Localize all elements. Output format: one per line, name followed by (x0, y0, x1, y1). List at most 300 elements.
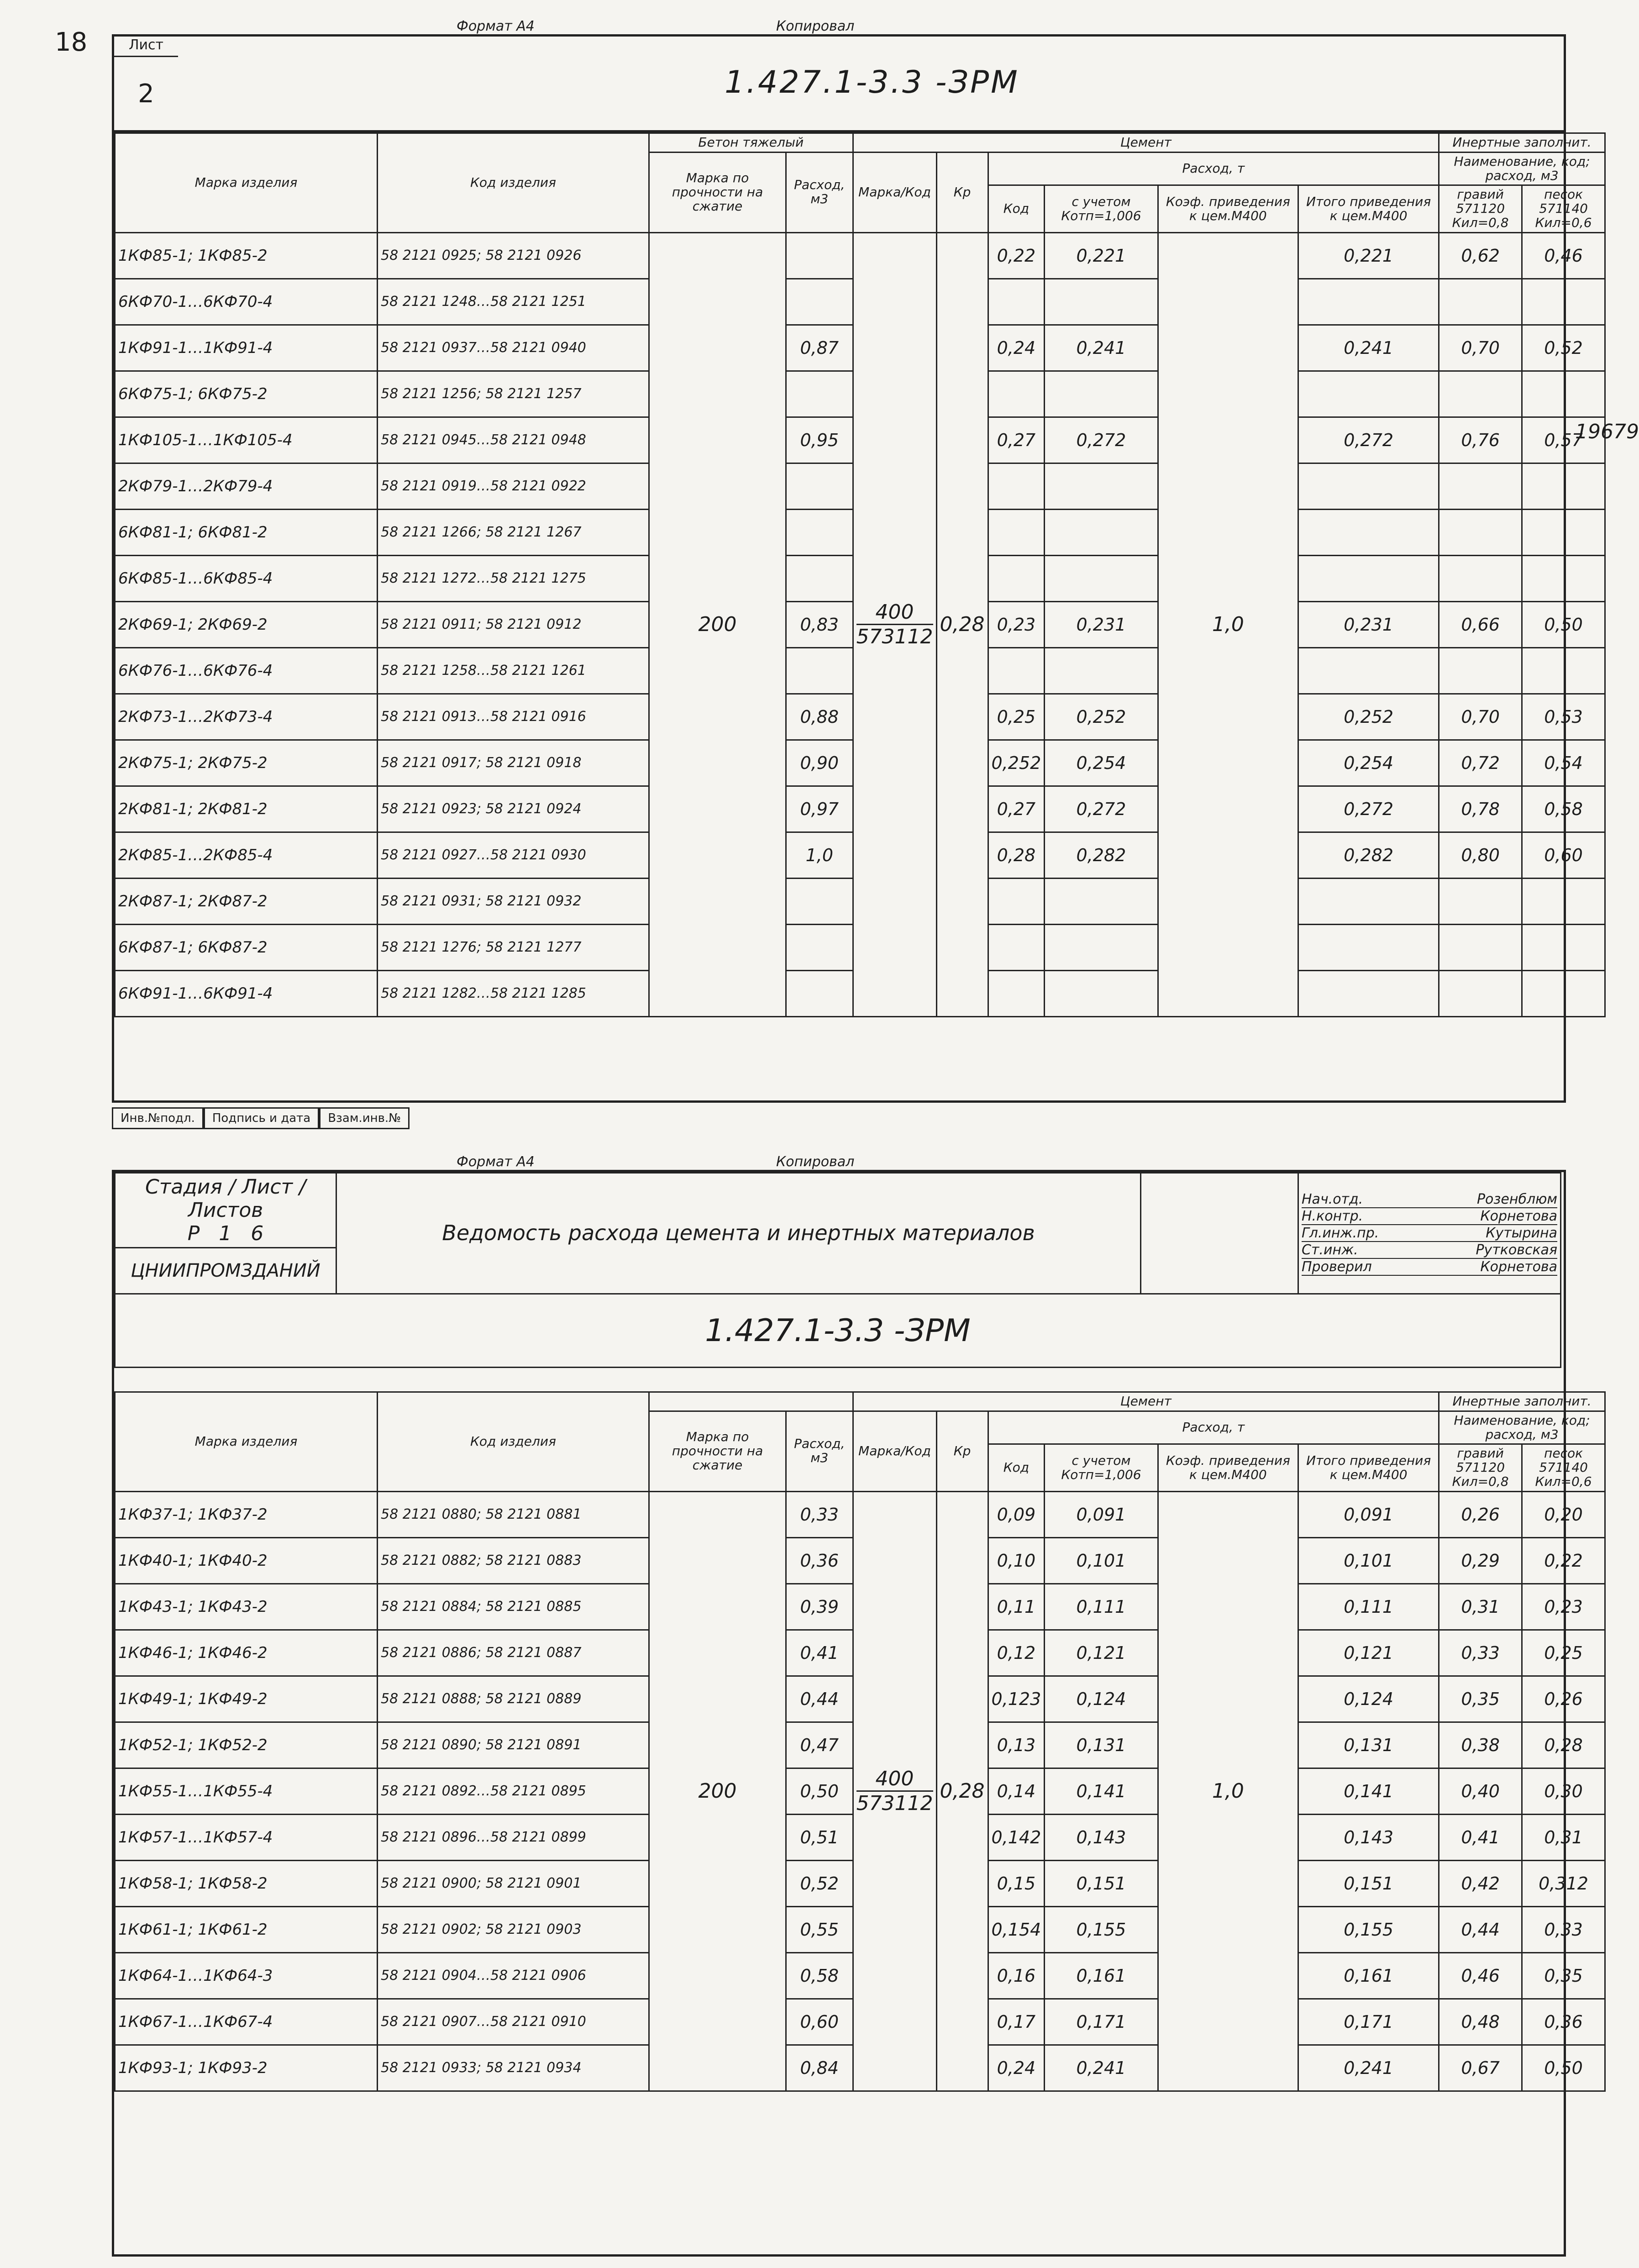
cell-total: 0,231 (1298, 601, 1439, 647)
cell-concrete-m3 (786, 555, 853, 601)
cell-brand: 2КФ69-1; 2КФ69-2 (115, 601, 378, 647)
cell-brand: 6КФ75-1; 6КФ75-2 (115, 371, 378, 417)
cell-brand: 1КФ85-1; 1КФ85-2 (115, 232, 378, 279)
cell-total: 0,111 (1298, 1584, 1439, 1630)
cell-sand: 0,53 (1522, 694, 1605, 740)
col-concrete-consumption: Расход, м3 (786, 152, 853, 232)
cell-total: 0,151 (1298, 1860, 1439, 1906)
cell-gravel: 0,78 (1439, 786, 1522, 832)
cell-sand: 0,58 (1522, 786, 1605, 832)
cement-code: 573112 (856, 624, 933, 648)
cell-kod: 0,16 (988, 1952, 1045, 1999)
cell-concrete-m3: 0,51 (786, 1814, 853, 1860)
stamp-sign-date: Подпись и дата (204, 1107, 319, 1129)
cell-total: 0,221 (1298, 232, 1439, 279)
cell-code: 58 2121 0913…58 2121 0916 (378, 694, 649, 740)
col-fillers-sub: Наименование, код; расход, м3 (1439, 152, 1605, 185)
cell-kod (988, 555, 1045, 601)
cell-code: 58 2121 0886; 58 2121 0887 (378, 1630, 649, 1676)
cell-code: 58 2121 0902; 58 2121 0903 (378, 1906, 649, 1952)
cell-sand (1522, 509, 1605, 555)
cell-kod: 0,17 (988, 1999, 1045, 2045)
cell-gravel: 0,35 (1439, 1676, 1522, 1722)
format-label-2: Формат А4 (457, 1154, 535, 1170)
cell-gravel: 0,44 (1439, 1906, 1522, 1952)
cell-code: 58 2121 0892…58 2121 0895 (378, 1768, 649, 1814)
cell-code: 58 2121 1266; 58 2121 1267 (378, 509, 649, 555)
cell-concrete-m3: 0,50 (786, 1768, 853, 1814)
cell-brand: 2КФ73-1…2КФ73-4 (115, 694, 378, 740)
cell-gravel (1439, 279, 1522, 325)
cell-kod: 0,24 (988, 325, 1045, 371)
sheet-1 (0, 0, 1639, 1132)
cell-k-otp: 0,141 (1045, 1768, 1158, 1814)
cell-total (1298, 371, 1439, 417)
cell-gravel: 0,29 (1439, 1537, 1522, 1584)
cell-gravel: 0,66 (1439, 601, 1522, 647)
cell-brand: 1КФ43-1; 1КФ43-2 (115, 1584, 378, 1630)
cell-concrete-brand: 200 (649, 232, 786, 1016)
cell-sand: 0,312 (1522, 1860, 1605, 1906)
cell-gravel (1439, 371, 1522, 417)
cell-gravel: 0,80 (1439, 832, 1522, 878)
cell-concrete-m3: 0,33 (786, 1491, 853, 1537)
role-row (1302, 1191, 1557, 1208)
role-title: Нач.отд. (1302, 1191, 1363, 1207)
cell-kod: 0,13 (988, 1722, 1045, 1768)
cell-concrete-m3: 0,97 (786, 786, 853, 832)
cell-brand: 2КФ79-1…2КФ79-4 (115, 463, 378, 509)
col2-kod: Код (988, 1444, 1045, 1491)
cell-gravel (1439, 463, 1522, 509)
cell-kod: 0,24 (988, 2045, 1045, 2091)
sheet-1-header (112, 34, 1566, 132)
cell-concrete-m3 (786, 924, 853, 970)
cell-concrete-m3: 0,36 (786, 1537, 853, 1584)
cell-k-otp: 0,272 (1045, 786, 1158, 832)
cell-code: 58 2121 0945…58 2121 0948 (378, 417, 649, 463)
cell-total: 0,155 (1298, 1906, 1439, 1952)
cell-cement-brand-code (853, 232, 936, 1016)
cell-gravel: 0,48 (1439, 1999, 1522, 2045)
cell-gravel: 0,76 (1439, 417, 1522, 463)
col2-total: Итого приведения к цем.М400 (1298, 1444, 1439, 1491)
cell-gravel: 0,62 (1439, 232, 1522, 279)
col2-cement-group: Цемент (853, 1392, 1439, 1411)
col2-brand: Марка изделия (115, 1392, 378, 1492)
cell-code: 58 2121 0896…58 2121 0899 (378, 1814, 649, 1860)
cell-code: 58 2121 1258…58 2121 1261 (378, 647, 649, 694)
cell-brand: 1КФ55-1…1КФ55-4 (115, 1768, 378, 1814)
cell-brand: 6КФ81-1; 6КФ81-2 (115, 509, 378, 555)
cell-brand: 6КФ87-1; 6КФ87-2 (115, 924, 378, 970)
cell-kod (988, 371, 1045, 417)
role-row (1302, 1225, 1557, 1242)
sand-code-2: 571140 (1539, 1460, 1588, 1475)
cell-brand: 1КФ46-1; 1КФ46-2 (115, 1630, 378, 1676)
cell-k-otp: 0,155 (1045, 1906, 1158, 1952)
cell-kod: 0,14 (988, 1768, 1045, 1814)
cell-sand (1522, 878, 1605, 924)
cell-brand: 1КФ64-1…1КФ64-3 (115, 1952, 378, 1999)
cell-k-otp: 0,101 (1045, 1537, 1158, 1584)
cell-k-otp: 0,282 (1045, 832, 1158, 878)
col-code: Код изделия (378, 133, 649, 233)
table-row (115, 1491, 1605, 1537)
materials-table-1-body (115, 232, 1605, 1016)
cell-gravel: 0,38 (1439, 1722, 1522, 1768)
cell-kod (988, 878, 1045, 924)
cell-k-otp: 0,254 (1045, 740, 1158, 786)
sheets-value: 6 (251, 1222, 264, 1245)
role-row (1302, 1259, 1557, 1276)
col2-sand (1522, 1444, 1605, 1491)
cell-concrete-m3: 0,58 (786, 1952, 853, 1999)
cell-kod (988, 924, 1045, 970)
cell-brand: 6КФ76-1…6КФ76-4 (115, 647, 378, 694)
sand-label-2: песок (1544, 1446, 1583, 1461)
col-sand (1522, 185, 1605, 232)
col-k-otp: с учетом Котп=1,006 (1045, 185, 1158, 232)
cell-code: 58 2121 0933; 58 2121 0934 (378, 2045, 649, 2091)
cell-code: 58 2121 1272…58 2121 1275 (378, 555, 649, 601)
cell-code: 58 2121 0927…58 2121 0930 (378, 832, 649, 878)
stamp-inv-dup: Взам.инв.№ (319, 1107, 410, 1129)
cell-concrete-m3 (786, 463, 853, 509)
sand-k-2: Кил=0,6 (1535, 1473, 1592, 1489)
cell-kod: 0,11 (988, 1584, 1045, 1630)
cell-kod: 0,23 (988, 601, 1045, 647)
cell-k-otp: 0,252 (1045, 694, 1158, 740)
cell-k-otp: 0,151 (1045, 1860, 1158, 1906)
cell-sand: 0,28 (1522, 1722, 1605, 1768)
cell-kod: 0,25 (988, 694, 1045, 740)
role-row (1302, 1208, 1557, 1225)
cell-sand (1522, 647, 1605, 694)
cell-kod (988, 279, 1045, 325)
col2-code: Код изделия (378, 1392, 649, 1492)
cell-sand (1522, 371, 1605, 417)
col-kod: Код (988, 185, 1045, 232)
cell-k-otp (1045, 463, 1158, 509)
cell-k-otp: 0,111 (1045, 1584, 1158, 1630)
cell-kod: 0,15 (988, 1860, 1045, 1906)
cell-concrete-m3: 0,95 (786, 417, 853, 463)
cell-k-otp (1045, 371, 1158, 417)
cell-coef: 1,0 (1158, 1491, 1298, 2091)
doc-title: Ведомость расхода цемента и инертных материалов (336, 1173, 1141, 1294)
col-cement-group: Цемент (853, 133, 1439, 153)
cell-k-otp: 0,091 (1045, 1491, 1158, 1537)
cell-total: 0,272 (1298, 417, 1439, 463)
cell-total: 0,143 (1298, 1814, 1439, 1860)
cell-concrete-m3: 0,44 (786, 1676, 853, 1722)
col2-coef: Коэф. приведения к цем.М400 (1158, 1444, 1298, 1491)
col-brand-code: Марка/Код (853, 152, 936, 232)
cell-brand: 1КФ91-1…1КФ91-4 (115, 325, 378, 371)
materials-table-2-body (115, 1491, 1605, 2091)
col2-concrete-consumption: Расход, м3 (786, 1411, 853, 1491)
cell-code: 58 2121 1256; 58 2121 1257 (378, 371, 649, 417)
cell-k-otp (1045, 647, 1158, 694)
sheet-value: 2 (138, 79, 154, 109)
cell-concrete-m3 (786, 878, 853, 924)
cell-total: 0,141 (1298, 1768, 1439, 1814)
cell-concrete-m3 (786, 647, 853, 694)
col-concrete-group: Бетон тяжелый (649, 133, 853, 153)
cell-kp: 0,28 (936, 1491, 988, 2091)
cell-kod: 0,12 (988, 1630, 1045, 1676)
cell-kod (988, 509, 1045, 555)
cell-k-otp (1045, 878, 1158, 924)
cell-gravel: 0,31 (1439, 1584, 1522, 1630)
tb-sheet-label: Лист (242, 1175, 293, 1199)
cell-gravel (1439, 924, 1522, 970)
sheet-2 (0, 1136, 1606, 2268)
cell-sand: 0,36 (1522, 1999, 1605, 2045)
cell-sand: 0,57 (1522, 417, 1605, 463)
cell-brand: 1КФ37-1; 1КФ37-2 (115, 1491, 378, 1537)
col2-fillers-sub: Наименование, код; расход, м3 (1439, 1411, 1605, 1444)
cell-code: 58 2121 0904…58 2121 0906 (378, 1952, 649, 1999)
cement-code: 573112 (856, 1790, 933, 1815)
cell-sand: 0,33 (1522, 1906, 1605, 1952)
cell-sand (1522, 924, 1605, 970)
role-person: Кутырина (1486, 1225, 1557, 1241)
cell-code: 58 2121 0900; 58 2121 0901 (378, 1860, 649, 1906)
col2-k-otp: с учетом Котп=1,006 (1045, 1444, 1158, 1491)
cell-total: 0,121 (1298, 1630, 1439, 1676)
cell-kod (988, 463, 1045, 509)
cell-sand: 0,46 (1522, 232, 1605, 279)
gravel-label-2: гравий (1457, 1446, 1504, 1461)
col-brand: Марка изделия (115, 133, 378, 233)
role-title: Ст.инж. (1302, 1242, 1358, 1258)
cell-brand: 2КФ81-1; 2КФ81-2 (115, 786, 378, 832)
cell-code: 58 2121 0882; 58 2121 0883 (378, 1537, 649, 1584)
stage-label: Стадия (145, 1175, 222, 1199)
cell-sand: 0,31 (1522, 1814, 1605, 1860)
col2-brand-code: Марка/Код (853, 1411, 936, 1491)
col2-kp: Кр (936, 1411, 988, 1491)
copy-label-2: Копировал (776, 1154, 855, 1170)
cell-code: 58 2121 0931; 58 2121 0932 (378, 878, 649, 924)
cell-kod: 0,154 (988, 1906, 1045, 1952)
sand-k: Кил=0,6 (1535, 215, 1592, 230)
cell-kod: 0,142 (988, 1814, 1045, 1860)
cell-k-otp (1045, 924, 1158, 970)
cell-concrete-m3 (786, 509, 853, 555)
cell-kod: 0,123 (988, 1676, 1045, 1722)
cell-coef: 1,0 (1158, 232, 1298, 1016)
org-name: ЦНИИПРОМЗДАНИЙ (115, 1248, 336, 1294)
cell-gravel: 0,41 (1439, 1814, 1522, 1860)
cell-k-otp: 0,231 (1045, 601, 1158, 647)
cell-gravel (1439, 647, 1522, 694)
role-row (1302, 1242, 1557, 1259)
col2-concrete-brand: Марка по прочности на сжатие (649, 1411, 786, 1491)
cell-total: 0,252 (1298, 694, 1439, 740)
cell-brand: 1КФ93-1; 1КФ93-2 (115, 2045, 378, 2091)
col-coef: Коэф. приведения к цем.М400 (1158, 185, 1298, 232)
cell-sand: 0,20 (1522, 1491, 1605, 1537)
cell-concrete-m3: 0,87 (786, 325, 853, 371)
cell-concrete-m3 (786, 970, 853, 1016)
cell-total: 0,101 (1298, 1537, 1439, 1584)
cell-code: 58 2121 0937…58 2121 0940 (378, 325, 649, 371)
signatures (1141, 1173, 1298, 1294)
cell-total (1298, 878, 1439, 924)
cell-total (1298, 463, 1439, 509)
cell-concrete-m3: 0,90 (786, 740, 853, 786)
sheet-box (112, 34, 178, 130)
cell-concrete-m3 (786, 232, 853, 279)
cell-total (1298, 924, 1439, 970)
cell-k-otp: 0,241 (1045, 325, 1158, 371)
cell-total (1298, 647, 1439, 694)
cell-brand: 1КФ57-1…1КФ57-4 (115, 1814, 378, 1860)
format-label: Формат А4 (457, 18, 535, 34)
table-row (115, 232, 1605, 279)
cell-brand: 6КФ85-1…6КФ85-4 (115, 555, 378, 601)
gravel-k-2: Кил=0,8 (1452, 1473, 1509, 1489)
stamp-row (112, 1107, 410, 1129)
cell-brand: 1КФ58-1; 1КФ58-2 (115, 1860, 378, 1906)
gravel-k: Кил=0,8 (1452, 215, 1509, 230)
cell-total: 0,241 (1298, 2045, 1439, 2091)
cell-k-otp: 0,121 (1045, 1630, 1158, 1676)
cell-gravel: 0,26 (1439, 1491, 1522, 1537)
cell-concrete-m3 (786, 371, 853, 417)
cement-brand: 400 (875, 1767, 914, 1791)
cell-concrete-m3: 1,0 (786, 832, 853, 878)
cell-gravel: 0,42 (1439, 1860, 1522, 1906)
cell-code: 58 2121 0917; 58 2121 0918 (378, 740, 649, 786)
cell-sand: 0,22 (1522, 1537, 1605, 1584)
cell-k-otp (1045, 555, 1158, 601)
cell-kod: 0,10 (988, 1537, 1045, 1584)
cell-kod: 0,22 (988, 232, 1045, 279)
cell-concrete-m3: 0,84 (786, 2045, 853, 2091)
cell-k-otp: 0,124 (1045, 1676, 1158, 1722)
cell-gravel: 0,70 (1439, 694, 1522, 740)
materials-table-1 (114, 132, 1606, 1017)
cell-total: 0,241 (1298, 325, 1439, 371)
cell-code: 58 2121 0907…58 2121 0910 (378, 1999, 649, 2045)
col-concrete-brand: Марка по прочности на сжатие (649, 152, 786, 232)
cell-code: 58 2121 1276; 58 2121 1277 (378, 924, 649, 970)
cell-code: 58 2121 0923; 58 2121 0924 (378, 786, 649, 832)
cell-concrete-m3: 0,88 (786, 694, 853, 740)
role-person: Розенблюм (1476, 1191, 1557, 1207)
cell-sand: 0,60 (1522, 832, 1605, 878)
col2-concrete-group (649, 1392, 853, 1411)
cell-concrete-m3: 0,47 (786, 1722, 853, 1768)
sheets-label: Листов (188, 1199, 263, 1222)
cell-kod: 0,28 (988, 832, 1045, 878)
cell-total (1298, 555, 1439, 601)
cell-kod: 0,252 (988, 740, 1045, 786)
col-kp: Кр (936, 152, 988, 232)
cell-code: 58 2121 1248…58 2121 1251 (378, 279, 649, 325)
cell-brand: 1КФ52-1; 1КФ52-2 (115, 1722, 378, 1768)
title-stage-box: Стадия / Лист / Листов Р 1 6 (115, 1173, 336, 1248)
cell-concrete-m3: 0,83 (786, 601, 853, 647)
cell-total: 0,254 (1298, 740, 1439, 786)
cell-brand: 1КФ49-1; 1КФ49-2 (115, 1676, 378, 1722)
sand-code: 571140 (1539, 201, 1588, 216)
cell-kod (988, 647, 1045, 694)
cell-concrete-m3: 0,39 (786, 1584, 853, 1630)
sheet-label: Лист (114, 34, 178, 57)
cell-concrete-m3: 0,60 (786, 1999, 853, 2045)
cell-gravel (1439, 555, 1522, 601)
role-title: Гл.инж.пр. (1302, 1225, 1379, 1241)
cell-gravel: 0,72 (1439, 740, 1522, 786)
cell-kod: 0,27 (988, 417, 1045, 463)
tb-doc-number: 1.427.1-3.3 -ЗРМ (115, 1294, 1561, 1368)
cell-brand: 2КФ87-1; 2КФ87-2 (115, 878, 378, 924)
cell-k-otp: 0,221 (1045, 232, 1158, 279)
cell-gravel (1439, 878, 1522, 924)
sheet-number-mark: 18 (55, 27, 88, 57)
cell-brand: 1КФ61-1; 1КФ61-2 (115, 1906, 378, 1952)
col-consumption-t: Расход, т (988, 152, 1439, 185)
role-title: Н.контр. (1302, 1208, 1363, 1224)
cell-sand: 0,23 (1522, 1584, 1605, 1630)
cell-brand: 2КФ75-1; 2КФ75-2 (115, 740, 378, 786)
cell-concrete-m3 (786, 279, 853, 325)
cell-code: 58 2121 0925; 58 2121 0926 (378, 232, 649, 279)
cell-k-otp (1045, 279, 1158, 325)
cell-total (1298, 279, 1439, 325)
cell-total: 0,171 (1298, 1999, 1439, 2045)
cell-brand: 6КФ70-1…6КФ70-4 (115, 279, 378, 325)
cell-total: 0,131 (1298, 1722, 1439, 1768)
cell-sand: 0,35 (1522, 1952, 1605, 1999)
col-fillers-group: Инертные заполнит. (1439, 133, 1605, 153)
stage-value: Р (187, 1222, 200, 1245)
sand-label: песок (1544, 187, 1583, 202)
cell-total (1298, 970, 1439, 1016)
stamp-inv-orig: Инв.№подл. (112, 1107, 204, 1129)
cell-k-otp: 0,241 (1045, 2045, 1158, 2091)
cell-k-otp: 0,131 (1045, 1722, 1158, 1768)
gravel-label: гравий (1457, 187, 1504, 202)
cell-total: 0,124 (1298, 1676, 1439, 1722)
cell-total: 0,282 (1298, 832, 1439, 878)
cell-kod: 0,27 (988, 786, 1045, 832)
gravel-code: 571120 (1456, 201, 1505, 216)
cell-brand: 1КФ105-1…1КФ105-4 (115, 417, 378, 463)
cell-sand: 0,30 (1522, 1768, 1605, 1814)
cell-cement-brand-code (853, 1491, 936, 2091)
cell-code: 58 2121 1282…58 2121 1285 (378, 970, 649, 1016)
cell-code: 58 2121 0880; 58 2121 0881 (378, 1491, 649, 1537)
cell-sand: 0,50 (1522, 601, 1605, 647)
cell-kod (988, 970, 1045, 1016)
cell-sand: 0,54 (1522, 740, 1605, 786)
cell-sand (1522, 555, 1605, 601)
roles-box (1298, 1173, 1561, 1294)
cell-k-otp: 0,171 (1045, 1999, 1158, 2045)
cell-gravel: 0,67 (1439, 2045, 1522, 2091)
role-person: Корнетова (1480, 1258, 1557, 1275)
cell-gravel: 0,46 (1439, 1952, 1522, 1999)
copy-label: Копировал (776, 18, 855, 34)
cell-concrete-m3: 0,52 (786, 1860, 853, 1906)
title-block (114, 1172, 1561, 1368)
